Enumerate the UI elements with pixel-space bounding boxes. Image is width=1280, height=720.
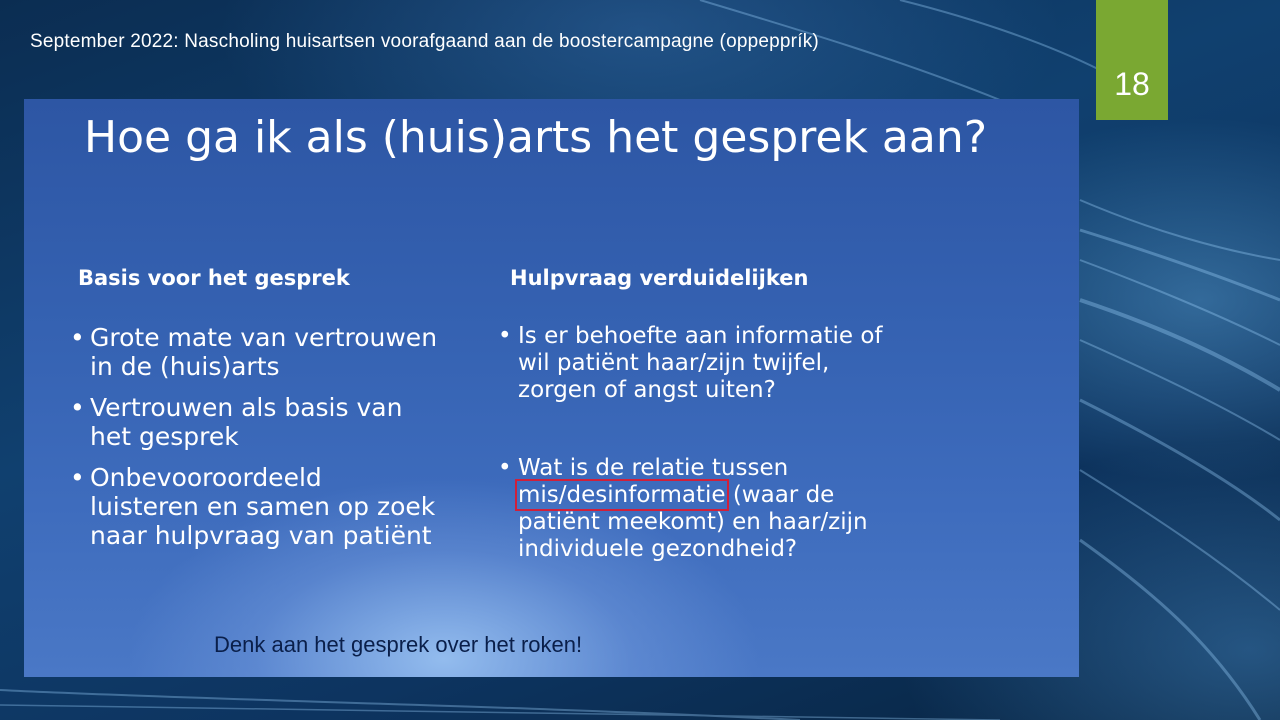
bullet-item: • Onbevooroordeeld luisteren en samen op zoek naar hulpvraag van patiënt xyxy=(68,463,438,550)
page-number-box xyxy=(1096,0,1168,120)
slide-content xyxy=(24,99,1079,677)
bullet-text-end: (waar de patiënt meekomt) en haar/zijn individuele gezondheid? xyxy=(518,482,868,562)
slide-footnote: Denk aan het gesprek over het roken! xyxy=(214,632,583,657)
page-number: 18 xyxy=(1114,66,1150,102)
slide-title: Hoe ga ik als (huis)arts het gesprek aan? xyxy=(84,112,988,163)
left-bullet-list xyxy=(68,323,438,562)
bullet-item: • Vertrouwen als basis van het gesprek xyxy=(68,393,438,451)
right-bullet-list xyxy=(496,323,896,563)
bullet-item-with-highlight xyxy=(496,455,896,563)
left-column-heading: Basis voor het gesprek xyxy=(78,266,350,290)
bullet-item: • Grote mate van vertrouwen in de (huis)arts xyxy=(68,323,438,381)
right-column-heading: Hulpvraag verduidelijken xyxy=(510,266,809,290)
bullet-text-start: Wat is de relatie tussen xyxy=(518,455,789,481)
presentation-header-title: September 2022: Nascholing huisartsen voorafgaand aan de boostercampagne (oppepprík) xyxy=(30,31,819,52)
bullet-item: • Is er behoefte aan informatie of wil patiënt haar/zijn twijfel, zorgen of angst uiten? xyxy=(496,323,896,404)
highlighted-term: mis/desinformatie xyxy=(518,482,726,508)
